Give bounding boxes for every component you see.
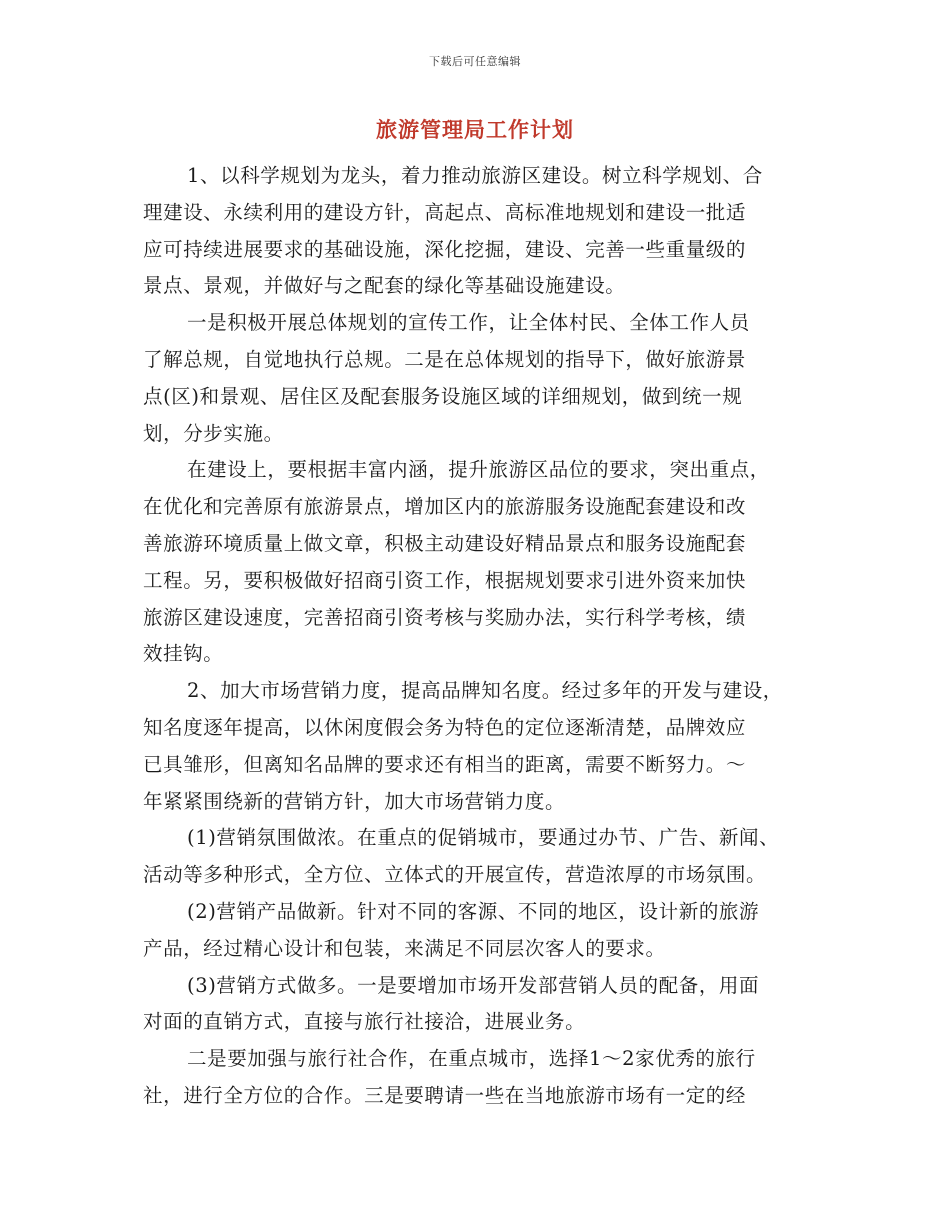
text-line: 对面的直销方式，直接与旅行社接洽，进展业务。 [143, 1010, 586, 1034]
text-line: 一是积极开展总体规划的宣传工作，让全体村民、全体工作人员 [187, 311, 750, 335]
text-line: 划，分步实施。 [143, 421, 284, 445]
document-title: 旅游管理局工作计划 [376, 118, 574, 142]
text-line: (2)营销产品做新。针对不同的客源、不同的地区，设计新的旅游 [187, 899, 760, 923]
text-line: 点(区)和景观、居住区及配套服务设施区域的详细规划，做到统一规 [143, 384, 743, 408]
text-line: 已具雏形，但离知名品牌的要求还有相当的距离，需要不断努力。～ [143, 752, 747, 776]
document-body [143, 158, 833, 1115]
text-line: 工程。另，要积极做好招商引资工作，根据规划要求引进外资来加快 [143, 568, 747, 592]
text-line: 社，进行全方位的合作。三是要聘请一些在当地旅游市场有一定的经 [143, 1083, 747, 1107]
text-line: 2、加大市场营销力度，提高品牌知名度。经过多年的开发与建设， [187, 679, 783, 703]
text-line: 活动等多种形式，全方位、立体式的开展宣传，营造浓厚的市场氛围。 [143, 863, 767, 887]
text-line: (1)营销氛围做浓。在重点的促销城市，要通过办节、广告、新闻、 [187, 826, 780, 850]
text-line: 善旅游环境质量上做文章，积极主动建设好精品景点和服务设施配套 [143, 531, 747, 555]
text-line: 年紧紧围绕新的营销方针，加大市场营销力度。 [143, 789, 566, 813]
text-line: 应可持续进展要求的基础设施，深化挖掘，建设、完善一些重量级的 [143, 237, 747, 261]
text-line: 在优化和完善原有旅游景点，增加区内的旅游服务设施配套建设和改 [143, 495, 747, 519]
text-line: 在建设上，要根据丰富内涵，提升旅游区品位的要求，突出重点， [187, 458, 770, 482]
text-line: 产品，经过精心设计和包装，来满足不同层次客人的要求。 [143, 936, 666, 960]
text-line: 了解总规，自觉地执行总规。二是在总体规划的指导下，做好旅游景 [143, 347, 747, 371]
text-line: 1、以科学规划为龙头，着力推动旅游区建设。树立科学规划、合 [187, 164, 763, 187]
text-line: 知名度逐年提高，以休闲度假会务为特色的定位逐渐清楚，品牌效应 [143, 715, 747, 739]
text-line: 旅游区建设速度，完善招商引资考核与奖励办法，实行科学考核，绩 [143, 605, 747, 629]
text-line: 理建设、永续利用的建设方针，高起点、高标准地规划和建设一批适 [143, 200, 747, 224]
text-line: 二是要加强与旅行社合作，在重点城市，选择1～2家优秀的旅行 [187, 1047, 756, 1071]
text-line: (3)营销方式做多。一是要增加市场开发部营销人员的配备，用面 [187, 973, 760, 997]
header-note: 下载后可任意编辑 [429, 55, 521, 68]
text-line: 景点、景观，并做好与之配套的绿化等基础设施建设。 [143, 274, 626, 298]
text-line: 效挂钩。 [143, 642, 224, 666]
